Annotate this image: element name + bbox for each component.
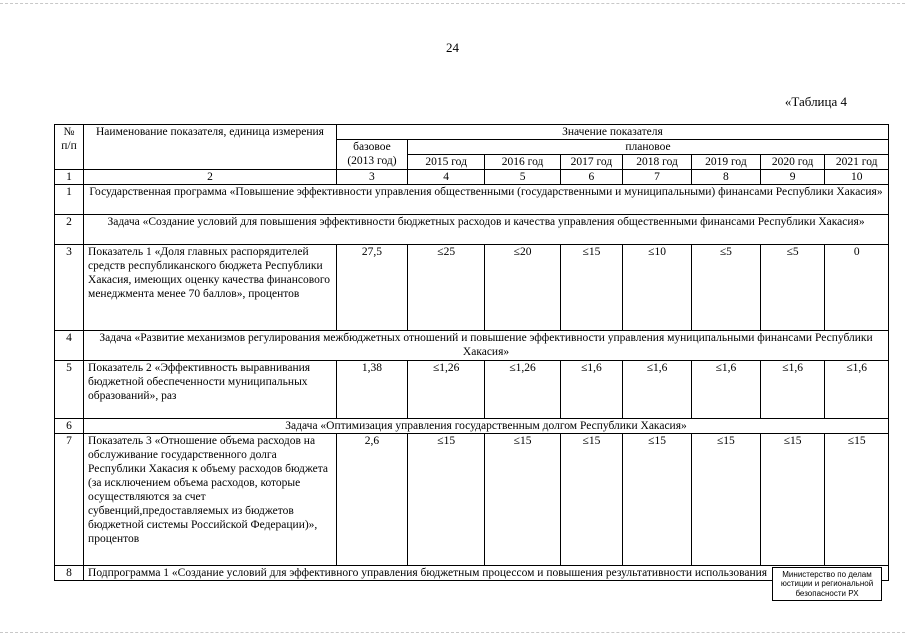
indicator-base-value: 1,38	[336, 361, 407, 419]
table-row	[55, 185, 889, 215]
page-number: 24	[446, 40, 459, 55]
header-planned: плановое	[407, 140, 888, 155]
table-row	[55, 331, 889, 361]
column-number: 6	[560, 170, 622, 185]
indicator-name: Показатель 1 «Доля главных распорядителей средств республиканского бюджета Республики Хакасия, имеющих оценку качества финансового менеджмента менее 70 баллов», процентов	[84, 245, 337, 331]
indicator-value: 0	[825, 245, 889, 331]
indicator-value: ≤15	[760, 434, 825, 566]
indicator-value: ≤1,6	[825, 361, 889, 419]
header-year: 2019 год	[691, 155, 760, 170]
indicator-value: ≤1,6	[760, 361, 825, 419]
column-number-row	[55, 170, 889, 185]
task-title: Задача «Оптимизация управления государственным долгом Республики Хакасия»	[84, 419, 889, 434]
indicator-value: ≤15	[485, 434, 560, 566]
column-number: 8	[691, 170, 760, 185]
table-caption: «Таблица 4	[784, 94, 847, 109]
column-number: 5	[485, 170, 560, 185]
indicator-base-value: 27,5	[336, 245, 407, 331]
column-number: 1	[55, 170, 84, 185]
subprogram-title: Подпрограмма 1 «Создание условий для эффективного управления бюджетным процессом и повышения результативности использования	[84, 566, 889, 581]
indicator-value: ≤15	[691, 434, 760, 566]
table-row	[55, 361, 889, 419]
row-number: 5	[55, 361, 84, 419]
header-year: 2015 год	[407, 155, 484, 170]
table-row	[55, 215, 889, 245]
indicator-value: ≤15	[560, 245, 622, 331]
indicator-value: ≤1,26	[407, 361, 484, 419]
stamp-line: безопасности РХ	[795, 589, 859, 598]
row-number: 8	[55, 566, 84, 581]
header-value: Значение показателя	[336, 125, 888, 140]
row-number: 2	[55, 215, 84, 245]
indicator-name: Показатель 2 «Эффективность выравнивания бюджетной обеспеченности муниципальных образований», раз	[84, 361, 337, 419]
header-year: 2017 год	[560, 155, 622, 170]
row-number: 4	[55, 331, 84, 361]
column-number: 7	[623, 170, 692, 185]
program-title: Государственная программа «Повышение эффективности управления общественными (государственными и муниципальными) финансами Республики Хакасия»	[84, 185, 889, 215]
indicators-table	[54, 124, 889, 581]
indicator-value: ≤20	[485, 245, 560, 331]
indicator-value: ≤15	[407, 434, 484, 566]
row-number: 3	[55, 245, 84, 331]
indicator-value: ≤25	[407, 245, 484, 331]
indicator-value: ≤15	[825, 434, 889, 566]
indicator-name: Показатель 3 «Отношение объема расходов на обслуживание государственного долга Республики Хакасия к объему расходов бюджета (за исключением объема расходов, которые осуществляются за счет субвенций,предоставляемых из бюджетов бюджетной системы Российской Федерации)», процентов	[84, 434, 337, 566]
stamp-line: юстиции и региональной	[780, 579, 874, 588]
header-name: Наименование показателя, единица измерения	[84, 125, 337, 170]
header-num: № п/п	[55, 125, 84, 170]
header-year: 2016 год	[485, 155, 560, 170]
task-title: Задача «Развитие механизмов регулирования межбюджетных отношений и повышение эффективности управления муниципальными финансами Республики Хакасия»	[84, 331, 889, 361]
column-number: 2	[84, 170, 337, 185]
indicator-value: ≤1,6	[623, 361, 692, 419]
indicator-value: ≤5	[760, 245, 825, 331]
table-row	[55, 245, 889, 331]
indicator-value: ≤1,26	[485, 361, 560, 419]
header-base: базовое (2013 год)	[336, 140, 407, 170]
registration-stamp	[772, 567, 882, 601]
column-number: 3	[336, 170, 407, 185]
table-row	[55, 419, 889, 434]
scan-artifact-bottom	[0, 632, 905, 634]
table-row	[55, 434, 889, 566]
header-year: 2020 год	[760, 155, 825, 170]
column-number: 10	[825, 170, 889, 185]
column-number: 9	[760, 170, 825, 185]
stamp-line: Министерство по делам	[782, 570, 872, 579]
row-number: 7	[55, 434, 84, 566]
indicator-value: ≤1,6	[691, 361, 760, 419]
header-year: 2021 год	[825, 155, 889, 170]
indicator-value: ≤1,6	[560, 361, 622, 419]
row-number: 1	[55, 185, 84, 215]
indicator-value: ≤10	[623, 245, 692, 331]
column-number: 4	[407, 170, 484, 185]
header-year: 2018 год	[623, 155, 692, 170]
table-row	[55, 566, 889, 581]
scan-artifact-top	[0, 3, 905, 5]
row-number: 6	[55, 419, 84, 434]
indicator-value: ≤15	[623, 434, 692, 566]
indicator-value: ≤5	[691, 245, 760, 331]
indicator-base-value: 2,6	[336, 434, 407, 566]
indicator-value: ≤15	[560, 434, 622, 566]
task-title: Задача «Создание условий для повышения эффективности бюджетных расходов и качества управления общественными финансами Республики Хакасия»	[84, 215, 889, 245]
